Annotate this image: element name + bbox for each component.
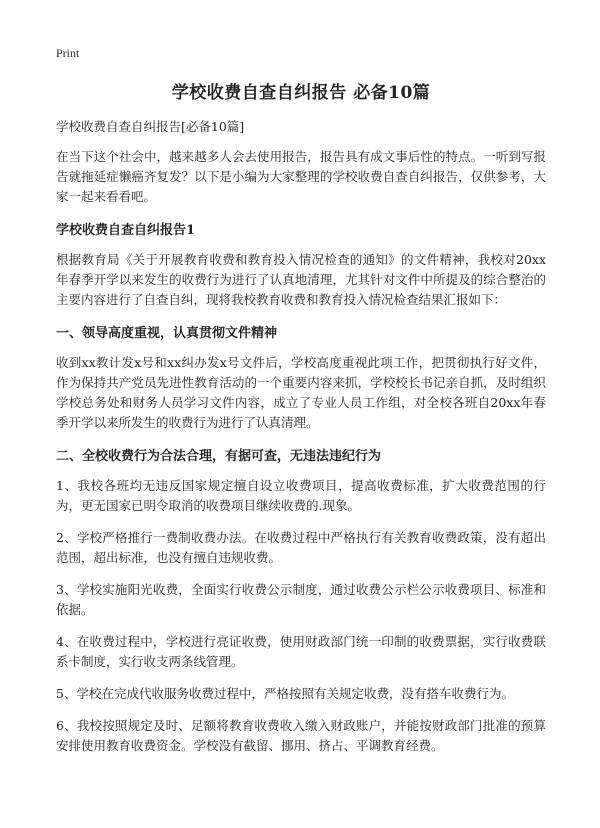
print-label[interactable]: Print: [56, 46, 80, 60]
document-subtitle: 学校收费自查自纠报告[必备10篇]: [56, 119, 245, 134]
intro-paragraph: 在当下这个社会中，越来越多人会去使用报告，报告具有成文事后性的特点。一听到写报告就拖延症懒癌齐复发？以下是小编为大家整理的学校收费自查自纠报告，仅供参考，大家一起来看看吧。: [56, 149, 546, 204]
report-heading: 学校收费自查自纠报告1: [56, 223, 196, 238]
list-item: 2、学校严格推行一费制收费办法。在收费过程中严格执行有关教育收费政策，没有超出范围，超出标准，也没有擅自违规收费。: [56, 530, 546, 565]
document-page: [56, 78, 546, 768]
list-item: 5、学校在完成代收服务收费过程中，严格按照有关规定收费，没有搭车收费行为。: [56, 686, 514, 701]
report-intro-paragraph: 根据教育局《关于开展教育收费和教育投入情况检查的通知》的文件精神，我校对20xx年春季开学以来发生的收费行为进行了认真地清理，尤其针对文件中所提及的综合整治的主要内容进行了自查自纠，现将我校教育收费和教育投入情况检查结果汇报如下：: [56, 252, 546, 307]
page-title: 学校收费自查自纠报告 必备10篇: [171, 83, 431, 103]
list-item: 1、我校各班均无违反国家规定擅自设立收费项目，提高收费标准，扩大收费范围的行为，更无国家已明令取消的收费项目继续收费的.现象。: [56, 478, 546, 513]
section-heading-2: 二、全校收费行为合法合理，有据可查，无违法违纪行为: [56, 449, 382, 464]
section-heading-1: 一、领导高度重视，认真贯彻文件精神: [56, 326, 278, 341]
list-item: 3、学校实施阳光收费，全面实行收费公示制度，通过收费公示栏公示收费项目、标准和依据。: [56, 582, 546, 617]
list-item: 6、我校按照规定及时、足额将教育收费收入缴入财政账户，并能按财政部门批准的预算安排使用教育收费资金。学校没有截留、挪用、挤占、平调教育经费。: [56, 718, 546, 753]
list-item: 4、在收费过程中，学校进行亮证收费，使用财政部门统一印制的收费票据，实行收费联系卡制度，实行收支两条线管理。: [56, 634, 546, 669]
section-1-paragraph: 收到xx教计发x号和xx纠办发x号文件后，学校高度重视此项工作，把贯彻执行好文件，作为保持共产党员先进性教育活动的一个重要内容来抓，学校校长书记亲自抓，及时组织学校总务处和财务人员学习文件内容，成立了专业人员工作组，对全校各班自20xx年春季开学以来所发生的收费行为进行了认真清理。: [56, 355, 546, 430]
